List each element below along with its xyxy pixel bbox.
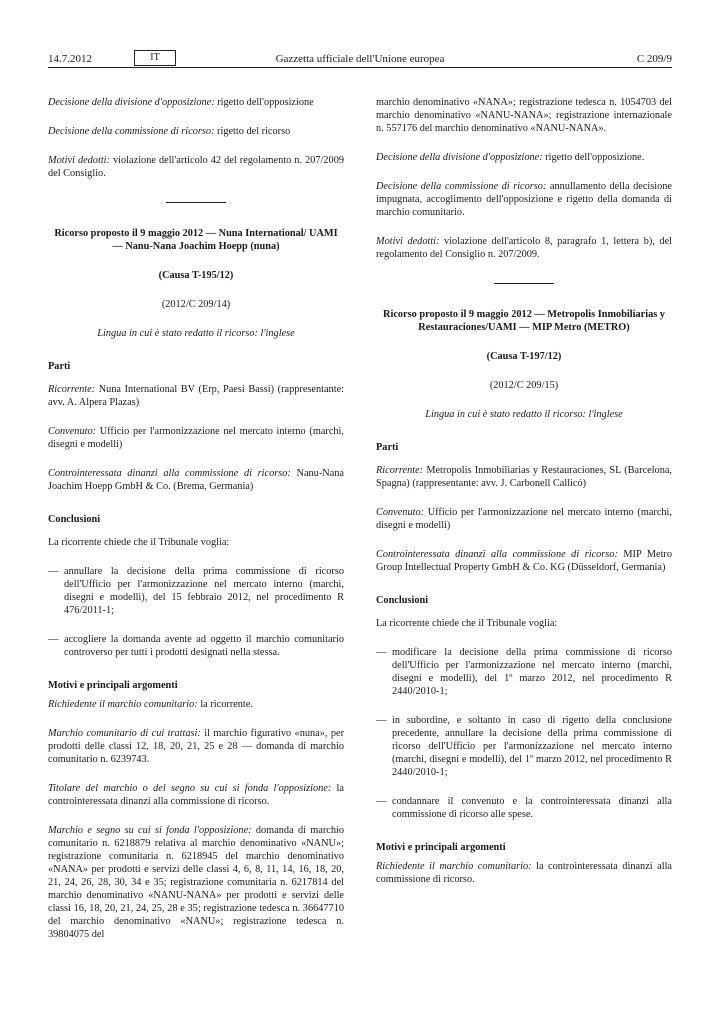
list-item: — annullare la decisione della prima commissione di ricorso dell'Ufficio per l'armonizzazione nel mercato interno (marchi, disegni e modelli), del 15 febbraio 2012, nel procedimento R 476/2011-1; [48, 566, 344, 616]
procedure-language: Lingua in cui è stato redatto il ricorso: l'inglese [97, 328, 295, 339]
paragraph: Decisione della divisione d'opposizione: rigetto dell'opposizione [48, 97, 314, 108]
header-date: 14.7.2012 [48, 53, 92, 65]
dash-marker: — [48, 566, 59, 577]
paragraph: La ricorrente chiede che il Tribunale voglia: [48, 537, 230, 548]
section-heading-conclusioni: Conclusioni [48, 514, 101, 525]
dash-marker: — [48, 634, 59, 645]
paragraph: Ricorrente: Metropolis Inmobiliarias y Restauraciones, SL (Barcelona, Spagna) (rappresentante: avv. J. Carbonell Callicó) [376, 465, 672, 489]
section-heading-parti: Parti [376, 442, 399, 453]
page-number: C 209/9 [636, 53, 672, 65]
list-item: — modificare la decisione della prima commissione di ricorso dell'Ufficio per l'armonizzazione nel mercato interno (marchi, disegni e modelli), del 1º marzo 2012, nel procedimento R 2440/2010-1; [376, 647, 672, 697]
section-separator [494, 283, 554, 284]
paragraph: Decisione della commissione di ricorso: rigetto del ricorso [48, 126, 291, 137]
paragraph: marchio denominativo «NANA»; registrazione tedesca n. 1054703 del marchio denominativo «NANU-NANA»; registrazione internazionale n. 557176 del marchio denominativo «NANU-NANA». [376, 97, 672, 134]
section-heading-parti: Parti [48, 361, 71, 372]
journal-title: Gazzetta ufficiale dell'Unione europea [275, 53, 445, 65]
case-number: (Causa T-195/12) [158, 270, 234, 281]
paragraph: Motivi dedotti: violazione dell'articolo 42 del regolamento n. 207/2009 del Consiglio. [48, 155, 344, 179]
paragraph: Marchio comunitario di cui trattasi: il marchio figurativo «nuna», per prodotti delle classi 12, 18, 20, 21, 25 e 28 — domanda di marchio comunitario n. 6239743. [48, 728, 344, 765]
dash-marker: — [376, 796, 387, 807]
paragraph: Controinteressata dinanzi alla commissione di ricorso: MIP Metro Group Intellectual Property GmbH & Co. KG (Düsseldorf, Germania) [376, 549, 673, 573]
section-heading-motivi: Motivi e principali argomenti [376, 842, 506, 853]
dash-marker: — [376, 647, 387, 658]
section-separator [166, 202, 226, 203]
dash-marker: — [376, 715, 387, 726]
list-item: — condannare il convenuto e la controinteressata dinanzi alla commissione di ricorso alle spese. [376, 796, 672, 820]
paragraph: Richiedente il marchio comunitario: la controinteressata dinanzi alla commissione di ricorso. [376, 861, 672, 885]
paragraph: La ricorrente chiede che il Tribunale voglia: [376, 618, 558, 629]
paragraph: Controinteressata dinanzi alla commissione di ricorso: Nanu-Nana Joachim Hoepp GmbH & Co. (Brema, Germania) [48, 468, 344, 492]
language-code-box: IT [134, 50, 176, 66]
list-item: — in subordine, e soltanto in caso di rigetto della conclusione precedente, annullare la decisione della prima commissione di ricorso dell'Ufficio per l'armonizzazione nel mercato interno (marchi, disegni e modelli), del 1º marzo 2012, nel procedimento R 2440/2010-1; [376, 715, 672, 778]
left-column [48, 96, 344, 957]
paragraph: Marchio e segno su cui si fonda l'opposizione: domanda di marchio comunitario n. 6218879 relativa al marchio denominativo «NANU»; registrazione comunitaria n. 6218945 del marchio denominativo «NANA» per prodotti e servizi delle classi 4, 6, 8, 11, 14, 16, 18, 20, 21, 24, 26, 28, 30, 34 e 35; registrazione comunitaria n. 6217814 del marchio denominativo «NANU-NANA» per prodotti e servizi delle classi 16, 18, 20, 21, 24, 25, 28 e 35; registrazione tedesca n. 36647710 del marchio denominativo «NANU»; registrazione tedesca n. 39804075 del [48, 825, 344, 940]
header-rule [48, 67, 672, 68]
section-heading-motivi: Motivi e principali argomenti [48, 680, 178, 691]
paragraph: Decisione della commissione di ricorso: annullamento della decisione impugnata, accoglimento dell'opposizione e rigetto della domanda di marchio comunitario. [376, 181, 672, 218]
paragraph: Richiedente il marchio comunitario: la ricorrente. [48, 699, 253, 710]
section-heading-conclusioni: Conclusioni [376, 595, 429, 606]
paragraph: Titolare del marchio o del segno su cui si fonda l'opposizione: la controinteressata dinanzi alla commissione di ricorso. [48, 783, 344, 807]
case-title: Ricorso proposto il 9 maggio 2012 — Nuna International/ UAMI — Nanu-Nana Joachim Hoepp (nuna) [54, 228, 338, 252]
list-item: — accogliere la domanda avente ad oggetto il marchio comunitario controverso per tutti i prodotti designati nella stessa. [48, 634, 344, 658]
oj-reference: (2012/C 209/14) [161, 299, 231, 310]
paragraph: Convenuto: Ufficio per l'armonizzazione nel mercato interno (marchi, disegni e modelli) [48, 426, 344, 450]
right-column [376, 96, 672, 902]
case-number: (Causa T-197/12) [486, 351, 562, 362]
oj-reference: (2012/C 209/15) [489, 380, 559, 391]
paragraph: Decisione della divisione d'opposizione: rigetto dell'opposizione. [376, 152, 645, 163]
procedure-language: Lingua in cui è stato redatto il ricorso: l'inglese [425, 409, 623, 420]
case-title: Ricorso proposto il 9 maggio 2012 — Metropolis Inmobiliarias y Restauraciones/UAMI — MIP Metro (METRO) [383, 309, 665, 333]
paragraph: Ricorrente: Nuna International BV (Erp, Paesi Bassi) (rappresentante: avv. A. Alpera Plazas) [48, 384, 344, 408]
paragraph: Motivi dedotti: violazione dell'articolo 8, paragrafo 1, lettera b), del regolamento del Consiglio n. 207/2009. [376, 236, 672, 260]
paragraph: Convenuto: Ufficio per l'armonizzazione nel mercato interno (marchi, disegni e modelli) [376, 507, 672, 531]
